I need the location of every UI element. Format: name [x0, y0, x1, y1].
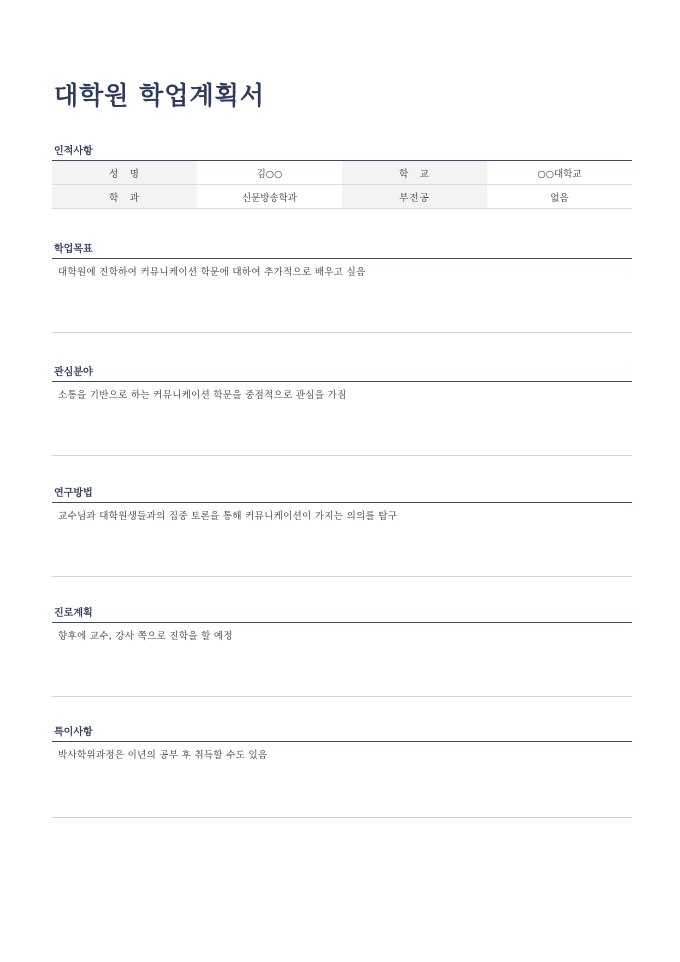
research-method-section: [52, 486, 632, 577]
minor-label: 부전공: [342, 185, 487, 209]
personal-info-table: [52, 161, 632, 209]
document-title: 대학원 학업계획서: [54, 81, 265, 110]
personal-info-section: [52, 144, 632, 209]
interest-field-heading: 관심분야: [52, 365, 632, 382]
special-notes-section: [52, 725, 632, 818]
study-goal-content: 대학원에 진학하여 커뮤니케이션 학문에 대하여 추가적으로 배우고 싶음: [52, 259, 632, 333]
career-plan-heading: 진로계획: [52, 606, 632, 623]
interest-field-content: 소통을 기반으로 하는 커뮤니케이션 학문을 중점적으로 관심을 가짐: [52, 382, 632, 456]
research-method-content: 교수님과 대학원생들과의 집중 토론을 통해 커뮤니케이션이 가지는 의의를 탐구: [52, 503, 632, 577]
department-value: 신문방송학과: [197, 185, 342, 209]
name-label: 성 명: [52, 161, 197, 185]
minor-value: 없음: [487, 185, 632, 209]
personal-info-heading: 인적사항: [52, 144, 632, 161]
study-goal-section: [52, 242, 632, 333]
career-plan-content: 향후에 교수, 강사 쪽으로 진학을 할 예정: [52, 623, 632, 697]
department-label: 학 과: [52, 185, 197, 209]
table-row: [52, 161, 632, 185]
special-notes-heading: 특이사항: [52, 725, 632, 742]
career-plan-section: [52, 606, 632, 697]
school-value: ○○대학교: [487, 161, 632, 185]
interest-field-section: [52, 365, 632, 456]
table-row: [52, 185, 632, 209]
special-notes-content: 박사학위과정은 이년의 공부 후 취득할 수도 있음: [52, 742, 632, 818]
school-label: 학 교: [342, 161, 487, 185]
research-method-heading: 연구방법: [52, 486, 632, 503]
study-goal-heading: 학업목표: [52, 242, 632, 259]
name-value: 김○○: [197, 161, 342, 185]
